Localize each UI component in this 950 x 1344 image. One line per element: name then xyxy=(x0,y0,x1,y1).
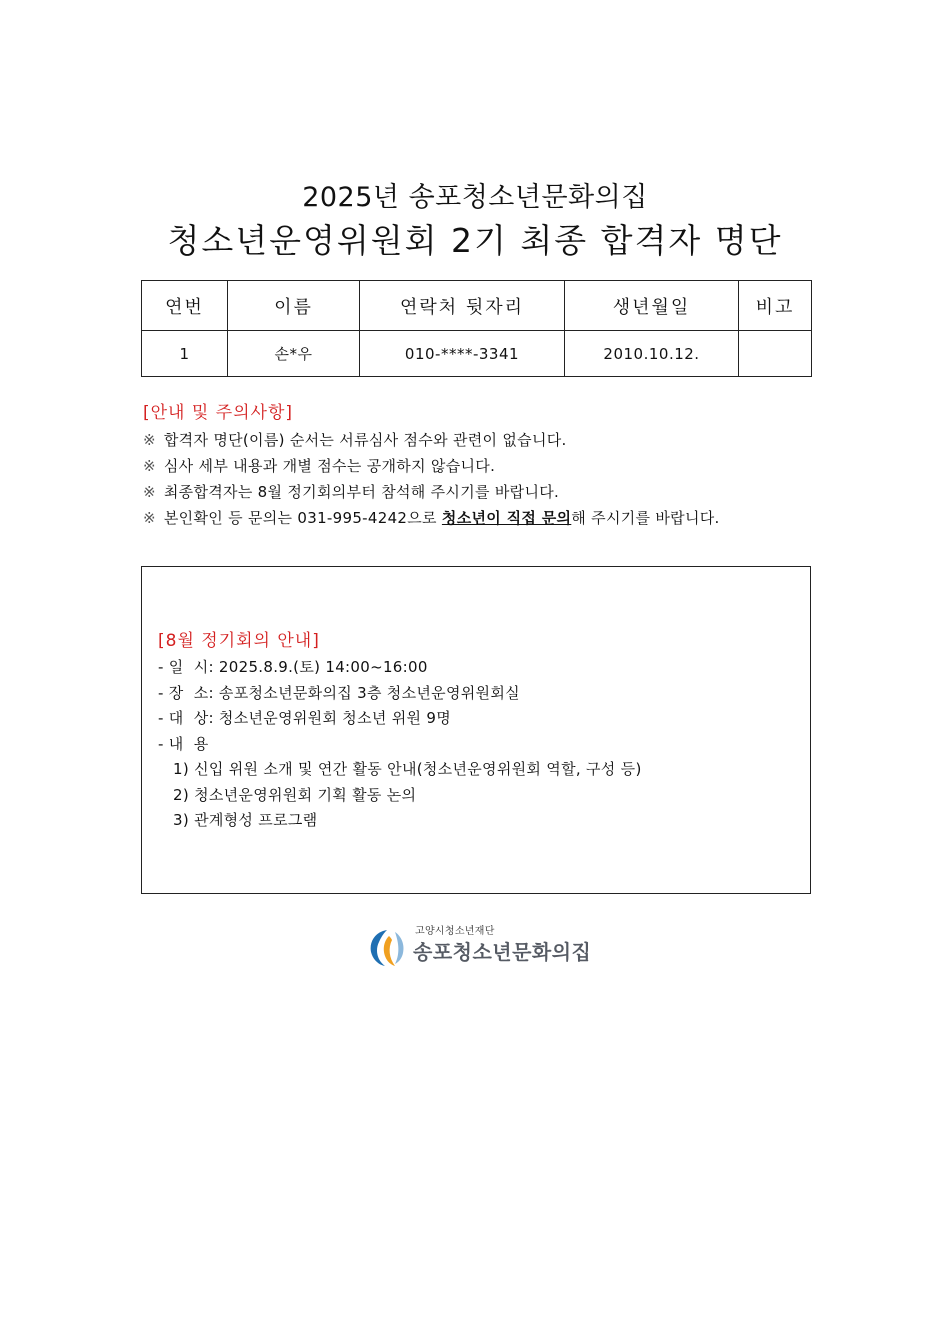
contact-emphasis: 청소년이 직접 문의 xyxy=(441,509,572,527)
header-phone: 연락처 뒷자리 xyxy=(360,281,565,331)
header-remarks: 비고 xyxy=(739,281,812,331)
meeting-place-line: - 장 소: 송포청소년문화의집 3층 청소년운영위원회실 xyxy=(158,683,520,702)
notice-item-contact xyxy=(143,505,823,531)
cell-phone: 010-****-3341 xyxy=(360,331,565,377)
notice-heading: [안내 및 주의사항] xyxy=(143,403,294,423)
meeting-heading: [8월 정기회의 안내] xyxy=(158,631,320,651)
notice-item xyxy=(143,453,823,479)
table-header-row xyxy=(142,281,812,331)
logo-foundation-text: 고양시청소년재단 xyxy=(415,926,495,937)
meeting-sub-item: 3) 관계형성 프로그램 xyxy=(173,811,318,829)
header-birthdate: 생년월일 xyxy=(565,281,739,331)
cell-number: 1 xyxy=(142,331,228,377)
reference-mark-icon: ※ xyxy=(143,509,156,527)
logo-name-text: 송포청소년문화의집 xyxy=(413,940,592,964)
cell-remarks xyxy=(739,331,812,377)
meeting-info-box xyxy=(141,566,811,894)
meeting-sub-item: 2) 청소년운영위원회 기획 활동 논의 xyxy=(173,785,417,804)
meeting-date-line: - 일 시: 2025.8.9.(토) 14:00~16:00 xyxy=(158,658,428,676)
reference-mark-icon: ※ xyxy=(143,457,156,475)
notice-item-text: 최종합격자는 8월 정기회의부터 참석해 주시기를 바랍니다. xyxy=(163,483,560,501)
cell-birthdate: 2010.10.12. xyxy=(565,331,739,377)
header-name: 이름 xyxy=(228,281,360,331)
notice-item-text: 심사 세부 내용과 개별 점수는 공개하지 않습니다. xyxy=(163,457,496,475)
contact-text-before: 본인확인 등 문의는 031-995-4242으로 xyxy=(163,509,442,527)
meeting-sub-item: 1) 신입 위원 소개 및 연간 활동 안내(청소년운영위원회 역할, 구성 등) xyxy=(173,760,642,778)
cell-name: 손*우 xyxy=(228,331,360,377)
meeting-content-line: - 내 용 xyxy=(158,734,209,753)
table-row xyxy=(142,331,812,377)
contact-text-after: 해 주시기를 바랍니다. xyxy=(571,509,720,527)
meeting-target-line: - 대 상: 청소년운영위원회 청소년 위원 9명 xyxy=(158,709,452,727)
roster-table xyxy=(141,280,812,377)
organization-logo xyxy=(365,924,595,970)
reference-mark-icon: ※ xyxy=(143,483,156,501)
notice-section xyxy=(143,400,823,531)
document-title-line2: 청소년운영위원회 2기 최종 합격자 명단 xyxy=(167,221,783,260)
notice-item xyxy=(143,427,823,453)
header-number: 연번 xyxy=(142,281,228,331)
reference-mark-icon: ※ xyxy=(143,431,156,449)
swirl-logo-icon xyxy=(365,926,413,968)
notice-item-text: 합격자 명단(이름) 순서는 서류심사 점수와 관련이 없습니다. xyxy=(163,431,567,449)
notice-item xyxy=(143,479,823,505)
document-title-line1: 2025년 송포청소년문화의집 xyxy=(302,182,648,213)
